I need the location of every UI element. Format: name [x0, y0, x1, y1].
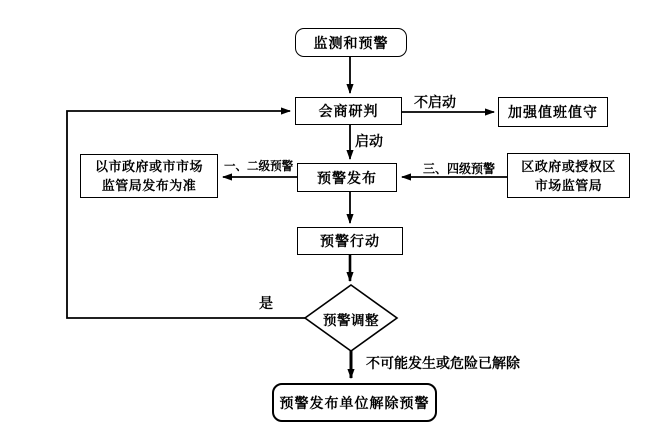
node-consultation-judgment-label: 会商研判	[318, 103, 379, 119]
node-monitoring-and-warning-label: 监测和预警	[313, 34, 389, 51]
node-warning-action	[297, 227, 403, 255]
edge-label-yes: 是	[259, 295, 273, 311]
node-warning-release	[297, 163, 397, 192]
node-warning-action-label: 预警行动	[320, 233, 380, 249]
node-city-government-release-line1: 以市政府或市市场	[94, 159, 203, 174]
edge-label-not-start: 不启动	[414, 94, 456, 110]
node-warning-cancel	[272, 383, 437, 422]
edge-adjust-to-consult-loop	[67, 111, 305, 318]
node-warning-adjustment-decision: 预警调整	[323, 313, 379, 328]
node-strengthen-duty	[498, 97, 608, 127]
edge-label-danger-resolved: 不可能发生或危险已解除	[366, 355, 520, 371]
edge-label-level-3-4-warning: 三、四级预警	[423, 162, 496, 176]
node-district-government-line1: 区政府或授权区	[521, 158, 616, 174]
node-district-government	[507, 153, 630, 198]
edge-label-level-1-2-warning: 一、二级预警	[224, 159, 294, 173]
node-city-government-release	[80, 154, 218, 198]
node-warning-cancel-label: 预警发布单位解除预警	[279, 394, 430, 411]
node-consultation-judgment	[295, 97, 402, 125]
node-strengthen-duty-label: 加强值班值守	[508, 104, 598, 120]
node-warning-release-label: 预警发布	[317, 169, 377, 186]
node-district-government-line2: 市场监管局	[534, 177, 603, 193]
node-monitoring-and-warning	[295, 28, 407, 57]
edge-label-start: 启动	[355, 133, 383, 149]
node-city-government-release-line2: 监管局发布为准	[101, 178, 197, 193]
